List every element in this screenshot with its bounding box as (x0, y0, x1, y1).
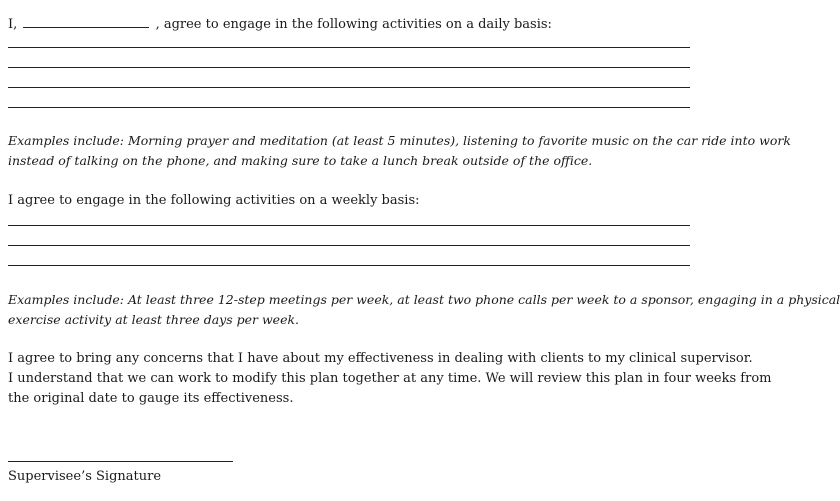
weekly-examples-line-1: Examples include: At least three 12-step meetings per week, at least two phone calls per week to a sponsor, engaging in a physical (8, 292, 840, 307)
weekly-intro: I agree to engage in the following activities on a weekly basis: (8, 193, 420, 208)
daily-examples-line-1: Examples include: Morning prayer and meditation (at least 5 minutes), listening to favorite music on the car ride into work (8, 133, 791, 148)
daily-line-3[interactable] (8, 87, 690, 88)
daily-examples-line-2: instead of talking on the phone, and making sure to take a lunch break outside of the office. (8, 153, 593, 168)
signature-label: Supervisee’s Signature (8, 469, 162, 484)
name-blank[interactable] (23, 14, 149, 28)
daily-line-4[interactable] (8, 107, 690, 108)
weekly-line-2[interactable] (8, 245, 690, 246)
agreement-line-1: I agree to bring any concerns that I have about my effectiveness in dealing with clients to my clinical supervisor. (8, 351, 753, 366)
weekly-line-3[interactable] (8, 265, 690, 266)
daily-line-1[interactable] (8, 47, 690, 48)
daily-intro (8, 14, 552, 35)
signature-line[interactable] (8, 461, 233, 462)
weekly-examples-line-2: exercise activity at least three days per week. (8, 312, 300, 327)
weekly-line-1[interactable] (8, 225, 690, 226)
agreement-line-2: I understand that we can work to modify this plan together at any time. We will review this plan in four weeks from (8, 371, 772, 386)
daily-suffix: , agree to engage in the following activities on a daily basis: (155, 17, 552, 32)
agreement-line-3: the original date to gauge its effectiveness. (8, 391, 294, 406)
daily-prefix: I, (8, 17, 18, 32)
daily-line-2[interactable] (8, 67, 690, 68)
